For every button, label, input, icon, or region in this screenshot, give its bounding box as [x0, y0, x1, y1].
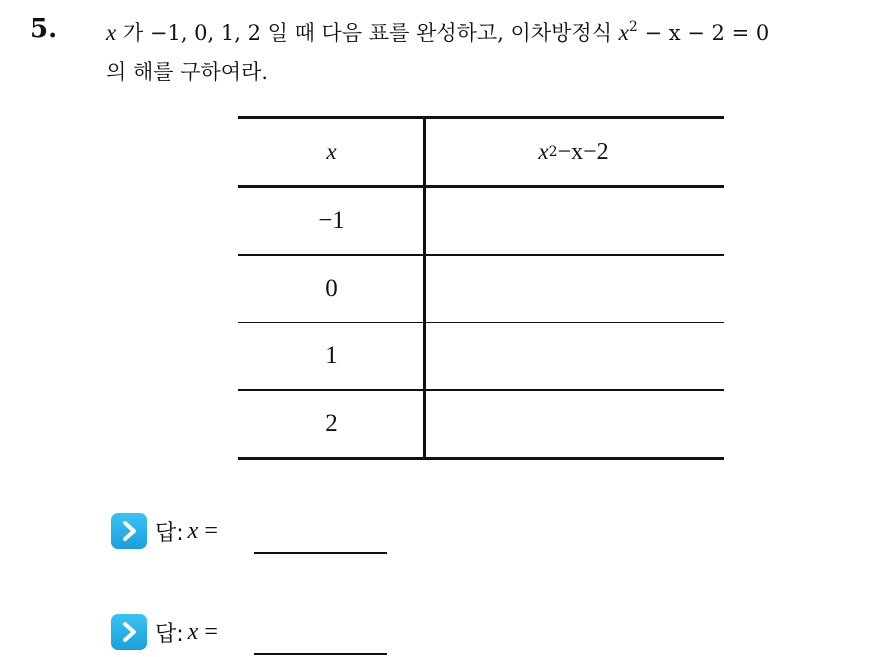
answer-equals: =	[204, 618, 218, 645]
answer-label: 답:	[155, 621, 184, 647]
table-bottom-rule	[238, 457, 724, 460]
table-row	[238, 323, 724, 389]
equation-x: x	[618, 20, 629, 45]
question-text-line-2: 의 해를 구하여라.	[106, 60, 269, 84]
answer-line-2	[111, 614, 218, 650]
row-expression-cell[interactable]	[425, 256, 722, 322]
row-x-value: 2	[325, 409, 338, 437]
answer-label: 답:	[155, 520, 184, 546]
row-expression-cell[interactable]	[425, 188, 722, 254]
answer-variable: x	[187, 517, 199, 544]
equation-exponent: 2	[628, 19, 638, 35]
row-expression-cell[interactable]	[425, 323, 722, 389]
chevron-right-icon	[111, 614, 147, 650]
variable-x: x	[106, 20, 117, 45]
chevron-right-icon	[111, 513, 147, 549]
answer-blank-1[interactable]	[254, 552, 387, 554]
answer-equals: =	[204, 517, 218, 544]
table-header-row	[238, 119, 724, 185]
row-expression-cell[interactable]	[425, 391, 722, 457]
question-text-part: 가 −1, 0, 1, 2 일 때 다음 표를 완성하고, 이차방정식	[122, 21, 612, 45]
table-row	[238, 391, 724, 457]
table-row	[238, 188, 724, 254]
question-number: 5.	[30, 14, 58, 44]
row-x-value: 0	[325, 274, 338, 302]
equation-rest: − x − 2 = 0	[644, 21, 770, 45]
table-row	[238, 256, 724, 322]
answer-blank-2[interactable]	[254, 653, 387, 655]
row-x-value: 1	[325, 342, 338, 369]
header-x: x	[326, 139, 337, 164]
header-expression: x 2 −x−2	[538, 138, 609, 165]
answer-line-1	[111, 513, 218, 549]
value-table	[238, 116, 724, 460]
row-x-value: −1	[318, 207, 345, 234]
answer-variable: x	[187, 618, 199, 645]
question-text-line-1	[106, 17, 769, 47]
